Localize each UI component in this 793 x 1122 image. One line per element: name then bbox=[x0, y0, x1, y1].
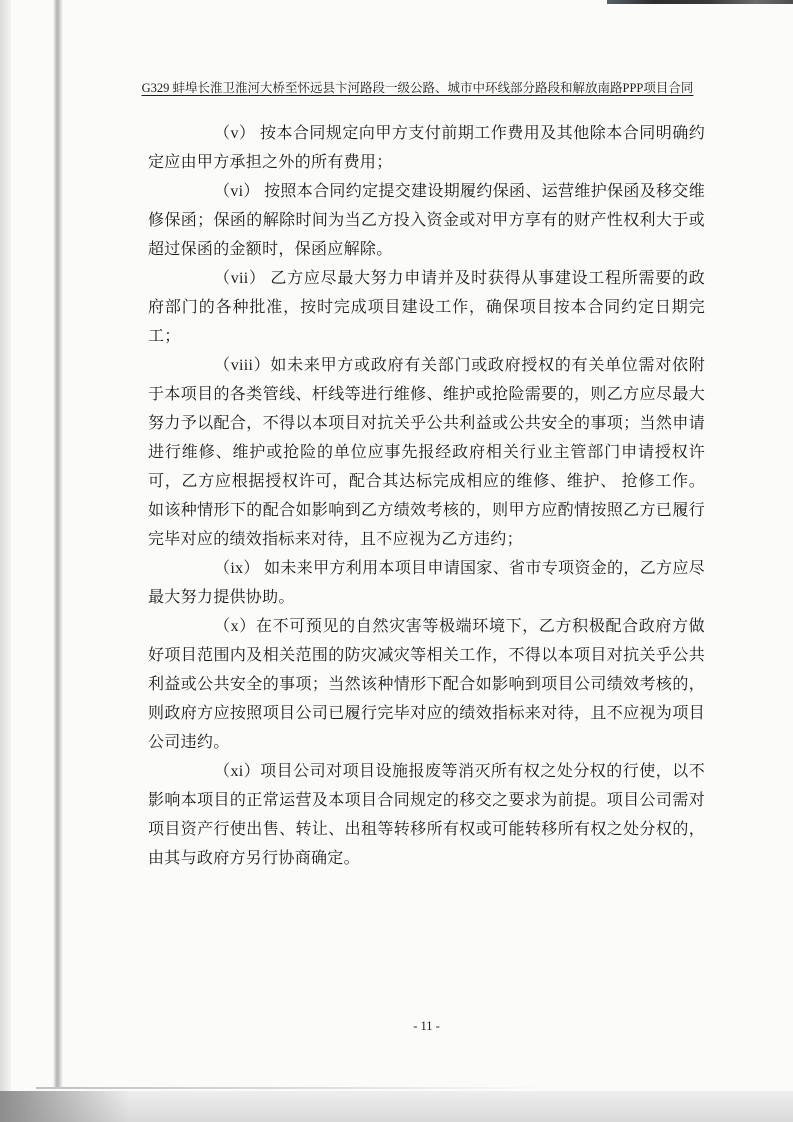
contract-clause-x: （x）在不可预见的自然灾害等极端环境下，乙方积极配合政府方做好项目范围内及相关范围的防灾减灾等相关工作，不得以本项目对抗关乎公共利益或公共安全的事项；当然该种情形下配合如影响到项目公司绩效考核的，则政府方应按照项目公司已履行完毕对应的绩效指标来对待，且不应视为项目公司违约。 bbox=[148, 618, 705, 751]
scan-bottom-hairline bbox=[36, 1087, 551, 1089]
scan-edge-bottom-band bbox=[0, 1091, 793, 1122]
scan-fold-line bbox=[53, 0, 63, 1089]
contract-clause-v: （v） 按本合同规定向甲方支付前期工作费用及其他除本合同明确约定应由甲方承担之外的所有费用； bbox=[148, 125, 705, 171]
document-title-header: G329 蚌埠长淮卫淮河大桥至怀远县卞河路段一级公路、城市中环线部分路段和解放南路PPP项目合同 bbox=[141, 81, 694, 95]
contract-clause-vi: （vi） 按照本合同约定提交建设期履约保函、运营维护保函及移交维修保函；保函的解除时间为当乙方投入资金或对甲方享有的财产性权利大于或超过保函的金额时，保函应解除。 bbox=[148, 183, 705, 258]
page-number: - 11 - bbox=[413, 1019, 440, 1033]
contract-clause-ix: （ix） 如未来甲方利用本项目申请国家、省市专项资金的，乙方应尽最大努力提供协助。 bbox=[148, 560, 705, 606]
contract-clause-xi: （xi）项目公司对项目设施报废等消灭所有权之处分权的行使，以不影响本项目的正常运营及本项目合同规定的移交之要求为前提。项目公司需对项目资产行使出售、转让、出租等转移所有权或可能转移所有权之处分权的，由其与政府方另行协商确定。 bbox=[148, 763, 705, 867]
contract-body bbox=[148, 119, 705, 873]
scan-edge-left-strip bbox=[0, 0, 11, 1091]
scan-edge-top-bar bbox=[607, 0, 793, 4]
contract-clause-viii: （viii）如未来甲方或政府有关部门或政府授权的有关单位需对依附于本项目的各类管线、杆线等进行维修、维护或抢险需要的，则乙方应尽最大努力予以配合，不得以本项目对抗关乎公共利益或公共安全的事项；当然申请进行维修、维护或抢险的单位应事先报经政府相关行业主管部门申请授权许可，乙方应根据授权许可，配合其达标完成相应的维修、维护、 抢修工作。如该种情形下的配合如影响到乙方绩效考核的，则甲方应酌情按照乙方已履行完毕对应的绩效指标来对待，且不应视为乙方违约； bbox=[148, 357, 705, 548]
contract-clause-vii: （vii） 乙方应尽最大努力申请并及时获得从事建设工程所需要的政府部门的各种批准，按时完成项目建设工作，确保项目按本合同约定日期完工； bbox=[148, 270, 705, 345]
